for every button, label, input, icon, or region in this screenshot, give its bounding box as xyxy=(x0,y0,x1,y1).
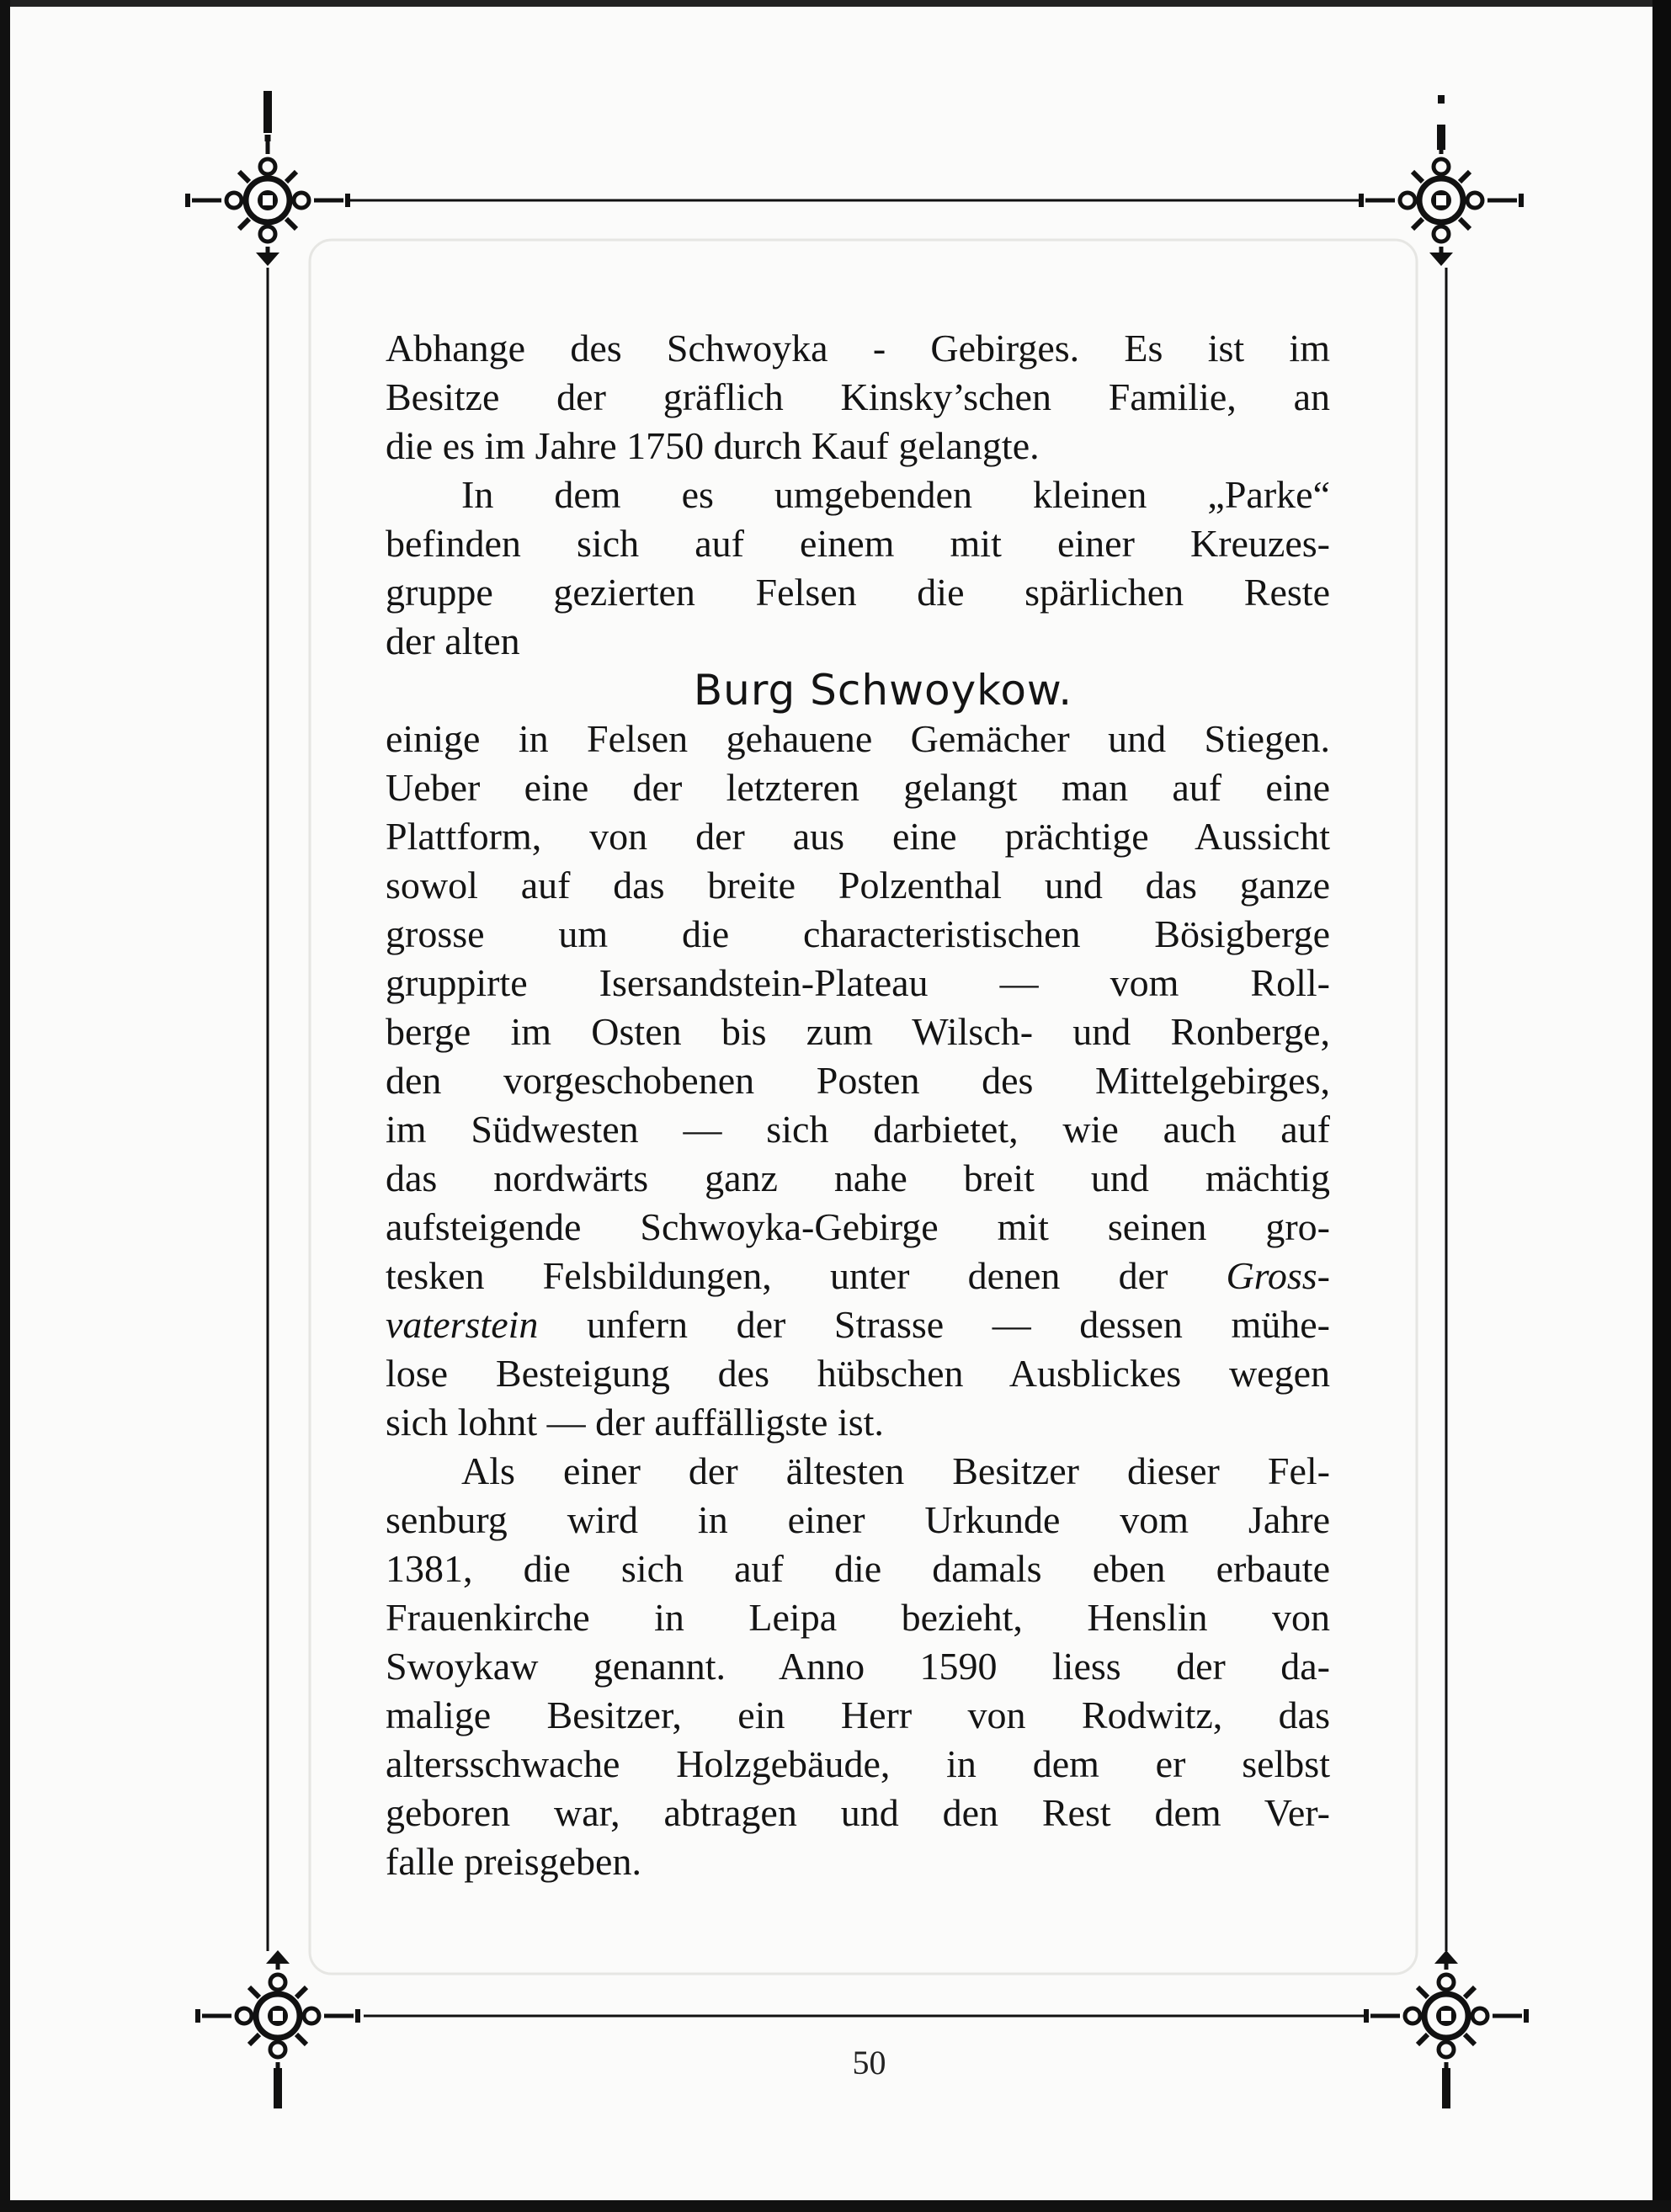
text-line: die es im Jahre 1750 durch Kauf gelangte. xyxy=(386,424,1040,467)
text-line: Plattform, von der aus eine prächtige Aussicht xyxy=(386,815,1330,858)
text-line: einige in Felsen gehauene Gemächer und Stiegen. xyxy=(386,717,1330,760)
text-fragment: tesken Felsbildungen, unter denen der xyxy=(386,1254,1168,1297)
body-text xyxy=(386,324,1330,1886)
text-line: gruppe gezierten Felsen die spärlichen Reste xyxy=(386,571,1330,614)
text-line: In dem es umgebenden kleinen „Parke“ xyxy=(461,473,1330,516)
text-line: das nordwärts ganz nahe breit und mächtig xyxy=(386,1157,1330,1199)
text-line: 1381, die sich auf die damals eben erbaute xyxy=(386,1547,1330,1590)
text-line: geboren war, abtragen und den Rest dem Ver- xyxy=(386,1791,1330,1834)
text-line: berge im Osten bis zum Wilsch- und Ronberge, xyxy=(386,1010,1330,1053)
text-line: sowol auf das breite Polzenthal und das ganze xyxy=(386,864,1330,907)
italic-term: Gross- xyxy=(1226,1254,1330,1297)
text-line: lose Besteigung des hübschen Ausblickes wegen xyxy=(386,1352,1330,1395)
text-line: befinden sich auf einem mit einer Kreuzes- xyxy=(386,522,1330,565)
text-line: Swoykaw genannt. Anno 1590 liess der da- xyxy=(386,1645,1330,1688)
text-fragment: unfern der Strasse — dessen mühe- xyxy=(586,1303,1331,1346)
text-line: Frauenkirche in Leipa bezieht, Henslin von xyxy=(386,1596,1330,1639)
text-line: aufsteigende Schwoyka-Gebirge mit seinen gro- xyxy=(386,1205,1330,1248)
section-heading: Burg Schwoykow. xyxy=(693,666,1073,715)
text-line xyxy=(386,1252,1330,1300)
text-line: im Südwesten — sich darbietet, wie auch auf xyxy=(386,1108,1330,1151)
text-line: Besitze der gräflich Kinsky’schen Familie, an xyxy=(386,375,1330,418)
text-line: gruppirte Isersandstein-Plateau — vom Roll- xyxy=(386,961,1330,1004)
text-line: der alten xyxy=(386,619,520,662)
text-line: senburg wird in einer Urkunde vom Jahre xyxy=(386,1498,1330,1541)
italic-term: vaterstein xyxy=(386,1303,539,1346)
text-line: sich lohnt — der auffälligste ist. xyxy=(386,1401,884,1444)
text-line: Ueber eine der letzteren gelangt man auf eine xyxy=(386,766,1330,809)
text-line: falle preisgeben. xyxy=(386,1840,641,1883)
text-line: Als einer der ältesten Besitzer dieser Fel- xyxy=(461,1449,1330,1492)
text-line: den vorgeschobenen Posten des Mittelgebirges, xyxy=(386,1059,1330,1102)
text-line: Abhange des Schwoyka - Gebirges. Es ist im xyxy=(386,327,1330,370)
text-line: altersschwache Holzgebäude, in dem er selbst xyxy=(386,1742,1330,1785)
corner-ornament-top-left xyxy=(188,91,348,266)
text-line: grosse um die characteristischen Bösigberge xyxy=(386,912,1330,955)
text-line xyxy=(386,1300,1330,1349)
text-line: malige Besitzer, ein Herr von Rodwitz, das xyxy=(386,1694,1330,1736)
page-number: 50 xyxy=(852,2044,886,2082)
